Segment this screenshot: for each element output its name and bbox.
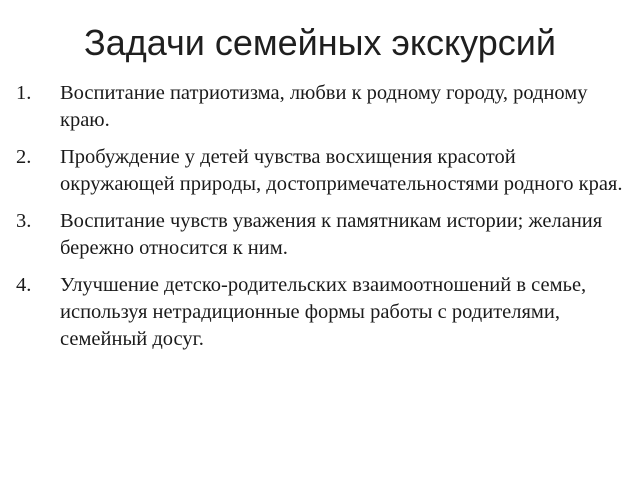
list-item	[16, 80, 628, 134]
list-item-text: Воспитание патриотизма, любви к родному городу, родному краю.	[60, 82, 588, 131]
slide-title: Задачи семейных экскурсий	[83, 22, 557, 63]
list-item-text: Пробуждение у детей чувства восхищения красотой окружающей природы, достопримечательностями родного края.	[60, 146, 623, 195]
list-item-text: Улучшение детско-родительских взаимоотношений в семье, используя нетрадиционные формы работы с родителями, семейный досуг.	[60, 274, 587, 350]
list-item-number: 3.	[16, 210, 32, 232]
tasks-list	[16, 80, 628, 363]
list-item-number: 1.	[16, 82, 32, 104]
list-item	[16, 208, 628, 262]
list-item-number: 2.	[16, 146, 32, 168]
list-item-number: 4.	[16, 274, 32, 296]
list-item	[16, 144, 628, 198]
list-item	[16, 272, 628, 353]
list-item-text: Воспитание чувств уважения к памятникам истории; желания бережно относится к ним.	[60, 210, 603, 259]
